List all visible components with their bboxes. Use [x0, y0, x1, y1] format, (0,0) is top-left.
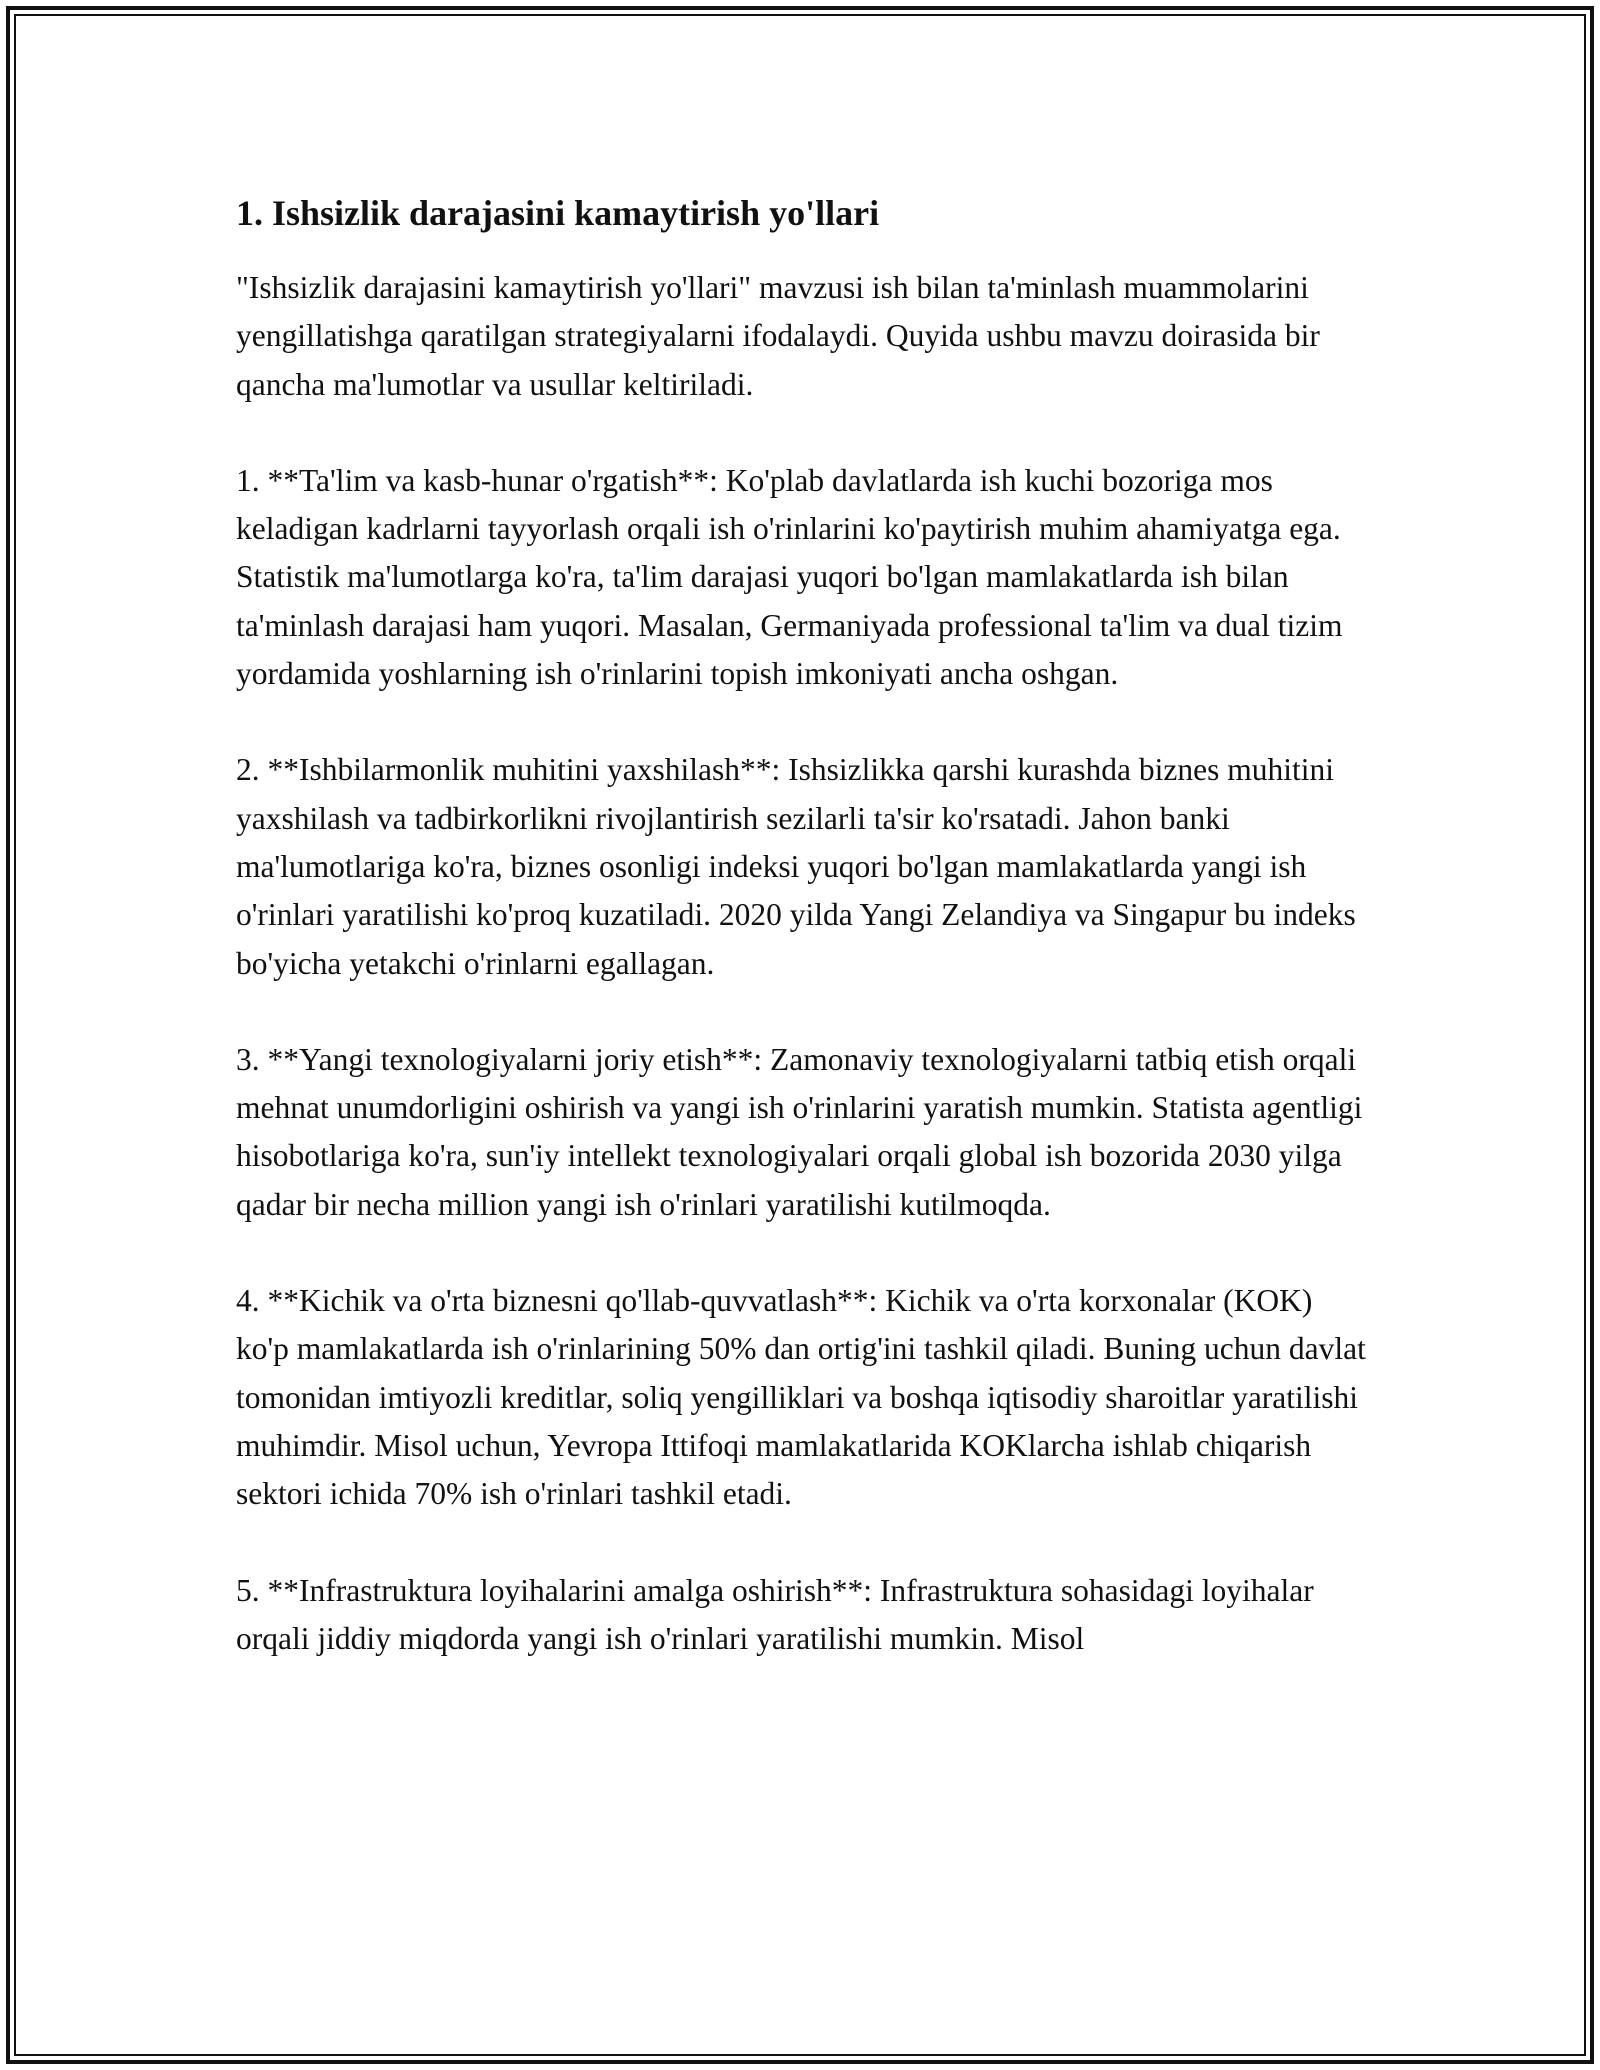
intro-paragraph: "Ishsizlik darajasini kamaytirish yo'llari" mavzusi ish bilan ta'minlash muammolarini yengillatishga qaratilgan strategiyalarni ifodalaydi. Quyida ushbu mavzu doirasida bir qancha ma'lumotlar va usullar keltiriladi. — [236, 270, 1320, 402]
paragraph-education: 1. **Ta'lim va kasb-hunar o'rgatish**: Ko'plab davlatlarda ish kuchi bozoriga mos keladigan kadrlarni tayyorlash orqali ish o'rinlarini ko'paytirish muhim ahamiyatga ega. Statistik ma'lumotlarga ko'ra, ta'lim darajasi yuqori bo'lgan mamlakatlarda ish bilan ta'minlash darajasi ham yuqori. Masalan, Germaniyada professional ta'lim va dual tizim yordamida yoshlarning ish o'rinlarini topish imkoniyati ancha oshgan. — [236, 462, 1343, 692]
paragraph-new-technologies: 3. **Yangi texnologiyalarni joriy etish**: Zamonaviy texnologiyalarni tatbiq etish orqali mehnat unumdorligini oshirish va yangi ish o'rinlarini yaratish mumkin. Statista agentligi hisobotlariga ko'ra, sun'iy intellekt texnologiyalari orqali global ish bozorida 2030 yilga qadar bir necha million yangi ish o'rinlari yaratilishi kutilmoqda. — [236, 1041, 1363, 1222]
paragraph-infrastructure: 5. **Infrastruktura loyihalarini amalga oshirish**: Infrastruktura sohasidagi loyihalar orqali jiddiy miqdorda yangi ish o'rinlari yaratilishi mumkin. Misol — [236, 1572, 1314, 1656]
document-page — [236, 186, 1366, 1711]
paragraph-business-environment: 2. **Ishbilarmonlik muhitini yaxshilash**: Ishsizlikka qarshi kurashda biznes muhitini yaxshilash va tadbirkorlikni rivojlantirish sezilarli ta'sir ko'rsatadi. Jahon banki ma'lumotlariga ko'ra, biznes osonligi indeksi yuqori bo'lgan mamlakatlarda yangi ish o'rinlari yaratilishi ko'proq kuzatiladi. 2020 yilda Yangi Zelandiya va Singapur bu indeks bo'yicha yetakchi o'rinlarni egallagan. — [236, 752, 1356, 981]
paragraph-small-business: 4. **Kichik va o'rta biznesni qo'llab-quvvatlash**: Kichik va o'rta korxonalar (KOK) ko'p mamlakatlarda ish o'rinlarining 50% dan ortig'ini tashkil qiladi. Buning uchun davlat tomonidan imtiyozli kreditlar, soliq yengilliklari va boshqa iqtisodiy sharoitlar yaratilishi muhimdir. Misol uchun, Yevropa Ittifoqi mamlakatlarida KOKlarcha ishlab chiqarish sektori ichida 70% ish o'rinlari tashkil etadi. — [236, 1283, 1366, 1512]
document-title: 1. Ishsizlik darajasini kamaytirish yo'llari — [236, 193, 880, 233]
